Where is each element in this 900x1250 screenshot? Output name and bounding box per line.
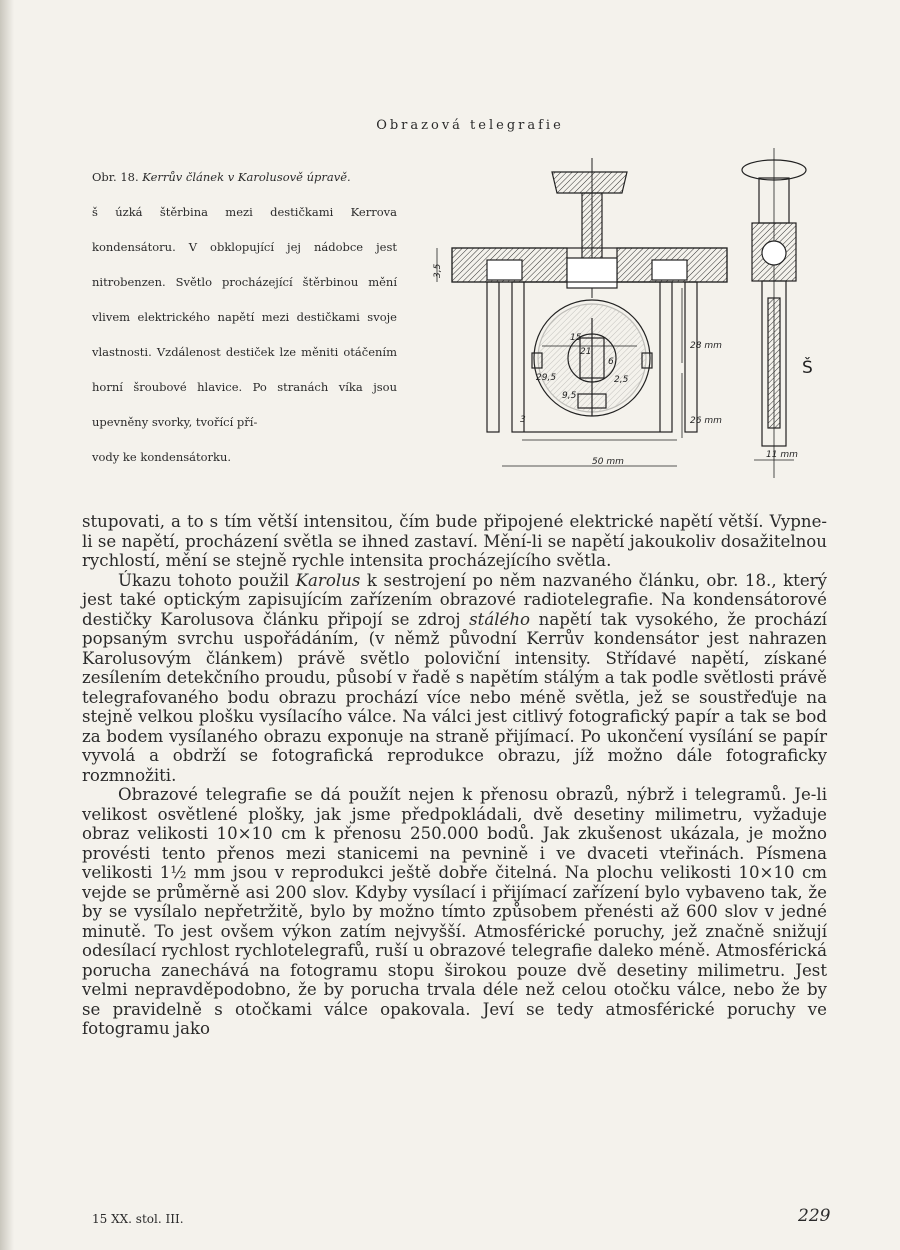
dim-2-5: 2,5 [614,375,629,385]
p2-italic: stálého [469,609,531,629]
p2-name: Karolus [295,570,361,590]
p2-part-c: napětí tak vysokého, že prochází popsaným svrchu uspořádáním, (v němž původní Kerrův kondensátor jest nahrazen Karolusovým článkem) právě světlo poloviční intensity. Střídavé napětí, získané zesílením detekčního proudu, působí v řadě s napětím stálým a tak podle světlosti právě telegrafovaného bodu obrazu prochází více nebo méně světla, jež se soustřeďuje na stejně velkou plošku vysílacího válce. Na válci jest citlivý fotografický papír a tak se bod za bodem vysílaného obrazu exponuje na straně přijímací. Po ukončení vysílání se papír vyvolá a obdrží se fotografická reprodukce obrazu, jíž možno dále fotograficky rozmnožiti. [82,609,827,785]
dim-3: 3 [520,415,526,425]
caption-last-line: vody ke kondensátorku. [92,450,232,464]
dim-29-5: 29,5 [536,373,557,383]
running-head: Obrazová telegrafie [376,118,564,133]
body-text [82,512,827,1039]
dim-6: 6 [608,357,614,367]
dim-3-5: 3,5 [433,263,443,278]
caption-text [92,195,397,475]
p2-part-b: k sestrojení po něm nazvaného článku, obr. 18., který jest také optickým zapisujícím zařízením obrazové radiotelegrafie. Na kondensátorové destičky Karolusova článku připojí se zdroj [82,570,827,629]
kerr-cell-drawing [432,148,827,478]
dim-28: 28 mm [690,341,722,351]
page-edge-shadow [0,0,14,1250]
top-knob [552,172,627,193]
dim-11: 11 mm [766,450,798,460]
page-number: 229 [798,1206,831,1226]
caption-label: Obr. 18. [92,170,139,184]
dim-9-5: 9,5 [562,391,577,401]
paragraph-2 [82,571,827,786]
dim-26: 26 mm [690,416,722,426]
p2-part-a: Úkazu tohoto použil [118,570,296,590]
dim-50: 50 mm [592,457,624,467]
figure-caption [92,160,397,475]
paragraph-3: Obrazové telegrafie se dá použít nejen k přenosu obrazů, nýbrž i telegramů. Je-li velikost osvětlené plošky, jak jsme předpokládali, dvě desetiny milimetru, vyžaduje obraz velikosti 10×10 cm k přenosu 250.000 bodů. Jak zkušenost ukázala, je možno provésti tento přenos mezi stanicemi na pevnině i ve dvaceti vteřinách. Písmena velikosti 1½ mm jsou v reprodukci ještě dobře čitelná. Na plochu velikosti 10×10 cm vejde se průměrně asi 200 slov. Kdyby vysílací i přijímací zařízení bylo vybaveno tak, že by se vysílalo nepřetržitě, bylo by možno tímto způsobem přenésti až 600 slov v jedné minutě. To jest ovšem výkon zatím nejvyšší. Atmosférické poruchy, jež značně snižují odesílací rychlost rychlotelegrafů, ruší u obrazové telegrafie daleko méně. Atmosférická porucha zanechává na fotogramu stopu širokou pouze dvě desetiny milimetru. Jest velmi nepravděpodobno, že by porucha trvala déle než celou otočku válce, nebo že by se pravidelně s otočkami válce opakovala. Jeví se tedy atmosférické poruchy ve fotogramu jako [82,785,827,1038]
slit-label: Š [802,358,813,378]
caption-body: š úzká štěrbina mezi destičkami Kerrova kondensátoru. V obklopující jej nádobce jest nitrobenzen. Světlo procházející štěrbinou mění vlivem elektrického napětí mezi destičkami svoje vlastnosti. Vzdálenost destiček lze měniti otáčením horní šroubové hlavice. Po stranách víka jsou upevněny svorky, tvořící pří- [92,205,397,429]
dim-15: 15 [570,333,582,343]
caption-title-line [92,160,397,195]
paragraph-1: stupovati, a to s tím větší intensitou, čím bude připojené elektrické napětí větší. Vypne-li se napětí, procházení světla se ihned zastaví. Mění-li se napětí jakoukoliv dosažitelnou rychlostí, mění se stejně rychle intensita procházejícího světla. [82,512,827,570]
footer-signature: 15 XX. stol. III. [92,1212,184,1226]
caption-title: Kerrův článek v Karolusově úpravě. [142,170,351,184]
dim-21: 21 [580,347,592,357]
